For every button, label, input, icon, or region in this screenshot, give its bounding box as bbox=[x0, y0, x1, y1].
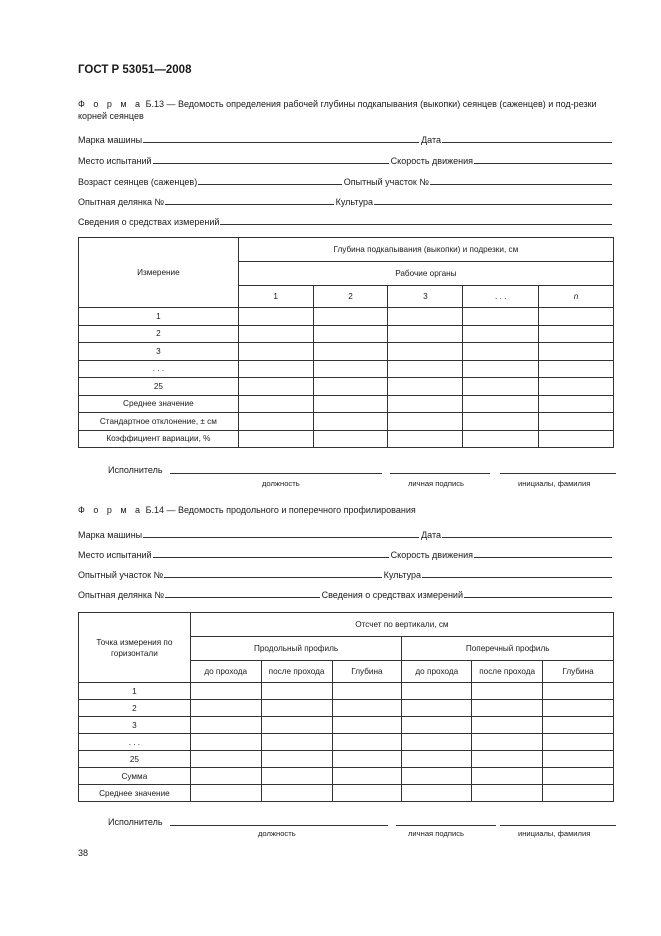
table-row bbox=[79, 413, 614, 431]
col-header-cross-profile: Поперечный профиль bbox=[402, 637, 614, 661]
form-b14-row-machine-date bbox=[78, 526, 614, 540]
table-cell[interactable] bbox=[463, 413, 539, 431]
table-cell[interactable] bbox=[238, 343, 313, 361]
table-cell[interactable] bbox=[539, 343, 614, 361]
col-header-2: 2 bbox=[313, 286, 388, 308]
table-cell[interactable] bbox=[388, 308, 463, 326]
machine-field[interactable] bbox=[143, 528, 419, 538]
table-cell[interactable] bbox=[402, 734, 472, 751]
table-cell[interactable] bbox=[539, 378, 614, 396]
form-b13-table bbox=[78, 237, 614, 448]
speed-label: Скорость движения bbox=[390, 156, 473, 166]
instruments-field[interactable] bbox=[220, 215, 612, 225]
table-cell[interactable] bbox=[388, 343, 463, 361]
position-caption: должность bbox=[258, 829, 296, 838]
table-cell[interactable] bbox=[313, 343, 388, 361]
table-cell[interactable] bbox=[402, 683, 472, 700]
instruments-label: Сведения о средствах измерений bbox=[78, 217, 220, 227]
age-label: Возраст сеянцев (саженцев) bbox=[78, 177, 198, 187]
plot-field[interactable] bbox=[164, 568, 381, 578]
col-header-before-2: до прохода bbox=[402, 661, 472, 683]
machine-label: Марка машины bbox=[78, 530, 143, 540]
executor-label: Исполнитель bbox=[108, 465, 163, 475]
table-cell[interactable] bbox=[332, 734, 402, 751]
row-label: Стандартное отклонение, ± см bbox=[79, 413, 239, 431]
table-cell[interactable] bbox=[313, 430, 388, 448]
col-header-1: 1 bbox=[238, 286, 313, 308]
date-label: Дата bbox=[421, 530, 441, 540]
place-field[interactable] bbox=[153, 154, 389, 164]
table-cell[interactable] bbox=[463, 378, 539, 396]
col-header-point: Точка измерения по горизонтали bbox=[79, 613, 191, 683]
row-label: 25 bbox=[79, 378, 239, 396]
col-header-measurement: Измерение bbox=[79, 238, 239, 308]
table-row bbox=[79, 785, 614, 802]
table-cell[interactable] bbox=[472, 717, 543, 734]
table-row bbox=[79, 751, 614, 768]
age-field[interactable] bbox=[198, 175, 342, 185]
table-cell[interactable] bbox=[313, 413, 388, 431]
table-cell[interactable] bbox=[472, 768, 543, 785]
form-b13-row-strip-culture bbox=[78, 193, 614, 207]
col-header-before-1: до прохода bbox=[190, 661, 261, 683]
table-cell[interactable] bbox=[313, 395, 388, 413]
page-number: 38 bbox=[78, 848, 89, 858]
name-field[interactable] bbox=[500, 825, 616, 826]
instruments-label: Сведения о средствах измерений bbox=[321, 590, 463, 600]
table-row bbox=[79, 378, 614, 396]
machine-label: Марка машины bbox=[78, 135, 143, 145]
table-cell[interactable] bbox=[332, 700, 402, 717]
table-cell[interactable] bbox=[313, 325, 388, 343]
culture-field[interactable] bbox=[374, 195, 612, 205]
table-cell[interactable] bbox=[332, 683, 402, 700]
table-cell[interactable] bbox=[238, 360, 313, 378]
table-cell[interactable] bbox=[463, 308, 539, 326]
table-cell[interactable] bbox=[238, 325, 313, 343]
table-row bbox=[79, 717, 614, 734]
table-cell[interactable] bbox=[190, 768, 261, 785]
table-cell[interactable] bbox=[190, 785, 261, 802]
row-label: Среднее значение bbox=[79, 395, 239, 413]
row-label: 1 bbox=[79, 308, 239, 326]
table-cell[interactable] bbox=[332, 785, 402, 802]
executor-label: Исполнитель bbox=[108, 817, 163, 827]
table-cell[interactable] bbox=[238, 395, 313, 413]
date-field[interactable] bbox=[442, 528, 612, 538]
row-label: Среднее значение bbox=[79, 785, 191, 802]
row-label: . . . bbox=[79, 360, 239, 378]
form-b13-row-age-plot bbox=[78, 173, 614, 187]
form-b13-caption bbox=[78, 98, 618, 122]
name-field[interactable] bbox=[500, 473, 616, 474]
table-cell[interactable] bbox=[313, 378, 388, 396]
table-cell[interactable] bbox=[238, 378, 313, 396]
document-header: ГОСТ Р 53051—2008 bbox=[78, 64, 192, 76]
plot-label: Опытный участок № bbox=[78, 570, 164, 580]
form-b14-row-strip-instruments bbox=[78, 586, 614, 600]
sign-field[interactable] bbox=[396, 825, 496, 826]
speed-field[interactable] bbox=[474, 548, 612, 558]
row-label: 1 bbox=[79, 683, 191, 700]
table-cell[interactable] bbox=[543, 734, 614, 751]
table-cell[interactable] bbox=[463, 325, 539, 343]
col-header-depth-1: Глубина bbox=[332, 661, 402, 683]
table-cell[interactable] bbox=[261, 717, 332, 734]
form-b14-table bbox=[78, 612, 614, 802]
instruments-field[interactable] bbox=[464, 588, 612, 598]
form-b14-caption-text: Б.14 — Ведомость продольного и поперечного профилирования bbox=[145, 505, 416, 515]
plot-label: Опытный участок № bbox=[343, 177, 429, 187]
table-cell[interactable] bbox=[539, 430, 614, 448]
table-cell[interactable] bbox=[539, 325, 614, 343]
table-cell[interactable] bbox=[463, 395, 539, 413]
date-label: Дата bbox=[421, 135, 441, 145]
table-cell[interactable] bbox=[190, 683, 261, 700]
strip-label: Опытная делянка № bbox=[78, 590, 165, 600]
row-label: Сумма bbox=[79, 768, 191, 785]
table-cell[interactable] bbox=[539, 395, 614, 413]
form-b13-caption-text: Б.13 — Ведомость определения рабочей глубины подкапывания (выкопки) сеянцев (саженцев) и под-резки корней сеянцев bbox=[78, 99, 597, 121]
table-cell[interactable] bbox=[472, 700, 543, 717]
speed-field[interactable] bbox=[474, 154, 612, 164]
table-cell[interactable] bbox=[238, 430, 313, 448]
table-row bbox=[79, 683, 614, 700]
row-label: 3 bbox=[79, 717, 191, 734]
form-b14-caption bbox=[78, 504, 618, 516]
table-cell[interactable] bbox=[543, 768, 614, 785]
col-header-vertical-reading: Отсчет по вертикали, см bbox=[190, 613, 613, 637]
place-label: Место испытаний bbox=[78, 550, 152, 560]
table-cell[interactable] bbox=[238, 413, 313, 431]
table-cell[interactable] bbox=[463, 343, 539, 361]
col-header-n: n bbox=[539, 286, 614, 308]
table-row bbox=[79, 768, 614, 785]
row-label: 25 bbox=[79, 751, 191, 768]
table-cell[interactable] bbox=[332, 717, 402, 734]
table-cell[interactable] bbox=[539, 308, 614, 326]
table-cell[interactable] bbox=[190, 751, 261, 768]
position-field[interactable] bbox=[170, 473, 382, 474]
row-label: 2 bbox=[79, 325, 239, 343]
table-row bbox=[79, 360, 614, 378]
col-header-depth-2: Глубина bbox=[543, 661, 614, 683]
position-caption: должность bbox=[262, 479, 300, 488]
table-cell[interactable] bbox=[543, 683, 614, 700]
table-cell[interactable] bbox=[402, 751, 472, 768]
table-cell[interactable] bbox=[402, 700, 472, 717]
table-cell[interactable] bbox=[402, 768, 472, 785]
place-field[interactable] bbox=[153, 548, 389, 558]
table-cell[interactable] bbox=[472, 683, 543, 700]
form-b13-row-place-speed bbox=[78, 152, 614, 166]
table-row bbox=[79, 430, 614, 448]
machine-field[interactable] bbox=[143, 133, 419, 143]
col-header-ellipsis: . . . bbox=[463, 286, 539, 308]
date-field[interactable] bbox=[442, 133, 612, 143]
table-cell[interactable] bbox=[261, 768, 332, 785]
table-cell[interactable] bbox=[543, 700, 614, 717]
speed-label: Скорость движения bbox=[390, 550, 473, 560]
table-cell[interactable] bbox=[539, 360, 614, 378]
form-b14-row-plot-culture bbox=[78, 566, 614, 580]
table-cell[interactable] bbox=[261, 751, 332, 768]
strip-field[interactable] bbox=[165, 195, 333, 205]
form-b13-signature bbox=[108, 465, 618, 479]
table-cell[interactable] bbox=[190, 717, 261, 734]
table-cell[interactable] bbox=[388, 360, 463, 378]
table-cell[interactable] bbox=[190, 700, 261, 717]
table-row bbox=[79, 343, 614, 361]
col-header-working-organs: Рабочие органы bbox=[238, 262, 613, 286]
table-cell[interactable] bbox=[313, 360, 388, 378]
table-cell[interactable] bbox=[261, 734, 332, 751]
table-cell[interactable] bbox=[261, 785, 332, 802]
position-field[interactable] bbox=[170, 825, 388, 826]
culture-field[interactable] bbox=[422, 568, 612, 578]
form-b13-row-instruments bbox=[78, 213, 614, 227]
name-caption: инициалы, фамилия bbox=[518, 479, 591, 488]
col-header-depth: Глубина подкапывания (выкопки) и подрезки, см bbox=[238, 238, 613, 262]
row-label: Коэффициент вариации, % bbox=[79, 430, 239, 448]
name-caption: инициалы, фамилия bbox=[518, 829, 591, 838]
sign-caption: личная подпись bbox=[408, 829, 464, 838]
col-header-3: 3 bbox=[388, 286, 463, 308]
table-cell[interactable] bbox=[388, 325, 463, 343]
plot-field[interactable] bbox=[430, 175, 612, 185]
table-cell[interactable] bbox=[539, 413, 614, 431]
table-cell[interactable] bbox=[332, 751, 402, 768]
table-row bbox=[79, 395, 614, 413]
table-row bbox=[79, 325, 614, 343]
table-cell[interactable] bbox=[463, 430, 539, 448]
sign-caption: личная подпись bbox=[408, 479, 464, 488]
table-cell[interactable] bbox=[190, 734, 261, 751]
col-header-long-profile: Продольный профиль bbox=[190, 637, 402, 661]
col-header-after-2: после прохода bbox=[472, 661, 543, 683]
table-cell[interactable] bbox=[543, 751, 614, 768]
table-cell[interactable] bbox=[388, 395, 463, 413]
row-label: . . . bbox=[79, 734, 191, 751]
col-header-after-1: после прохода bbox=[261, 661, 332, 683]
table-cell[interactable] bbox=[543, 785, 614, 802]
table-cell[interactable] bbox=[472, 751, 543, 768]
table-cell[interactable] bbox=[261, 683, 332, 700]
table-cell[interactable] bbox=[261, 700, 332, 717]
form-b13-row-machine-date bbox=[78, 131, 614, 145]
table-cell[interactable] bbox=[543, 717, 614, 734]
sign-field[interactable] bbox=[390, 473, 490, 474]
table-cell[interactable] bbox=[313, 308, 388, 326]
form-b13-prefix: Ф о р м а bbox=[78, 99, 144, 109]
table-row bbox=[79, 308, 614, 326]
form-b14-prefix: Ф о р м а bbox=[78, 505, 144, 515]
strip-field[interactable] bbox=[165, 588, 319, 598]
row-label: 3 bbox=[79, 343, 239, 361]
table-cell[interactable] bbox=[472, 785, 543, 802]
culture-label: Культура bbox=[335, 197, 373, 207]
table-row bbox=[79, 700, 614, 717]
culture-label: Культура bbox=[383, 570, 421, 580]
table-cell[interactable] bbox=[388, 430, 463, 448]
table-cell[interactable] bbox=[463, 360, 539, 378]
table-cell[interactable] bbox=[238, 308, 313, 326]
table-cell[interactable] bbox=[472, 734, 543, 751]
table-row bbox=[79, 734, 614, 751]
form-b14-row-place-speed bbox=[78, 546, 614, 560]
strip-label: Опытная делянка № bbox=[78, 197, 165, 207]
table-cell[interactable] bbox=[388, 378, 463, 396]
table-cell[interactable] bbox=[402, 717, 472, 734]
table-cell[interactable] bbox=[332, 768, 402, 785]
table-cell[interactable] bbox=[402, 785, 472, 802]
place-label: Место испытаний bbox=[78, 156, 152, 166]
row-label: 2 bbox=[79, 700, 191, 717]
table-cell[interactable] bbox=[388, 413, 463, 431]
